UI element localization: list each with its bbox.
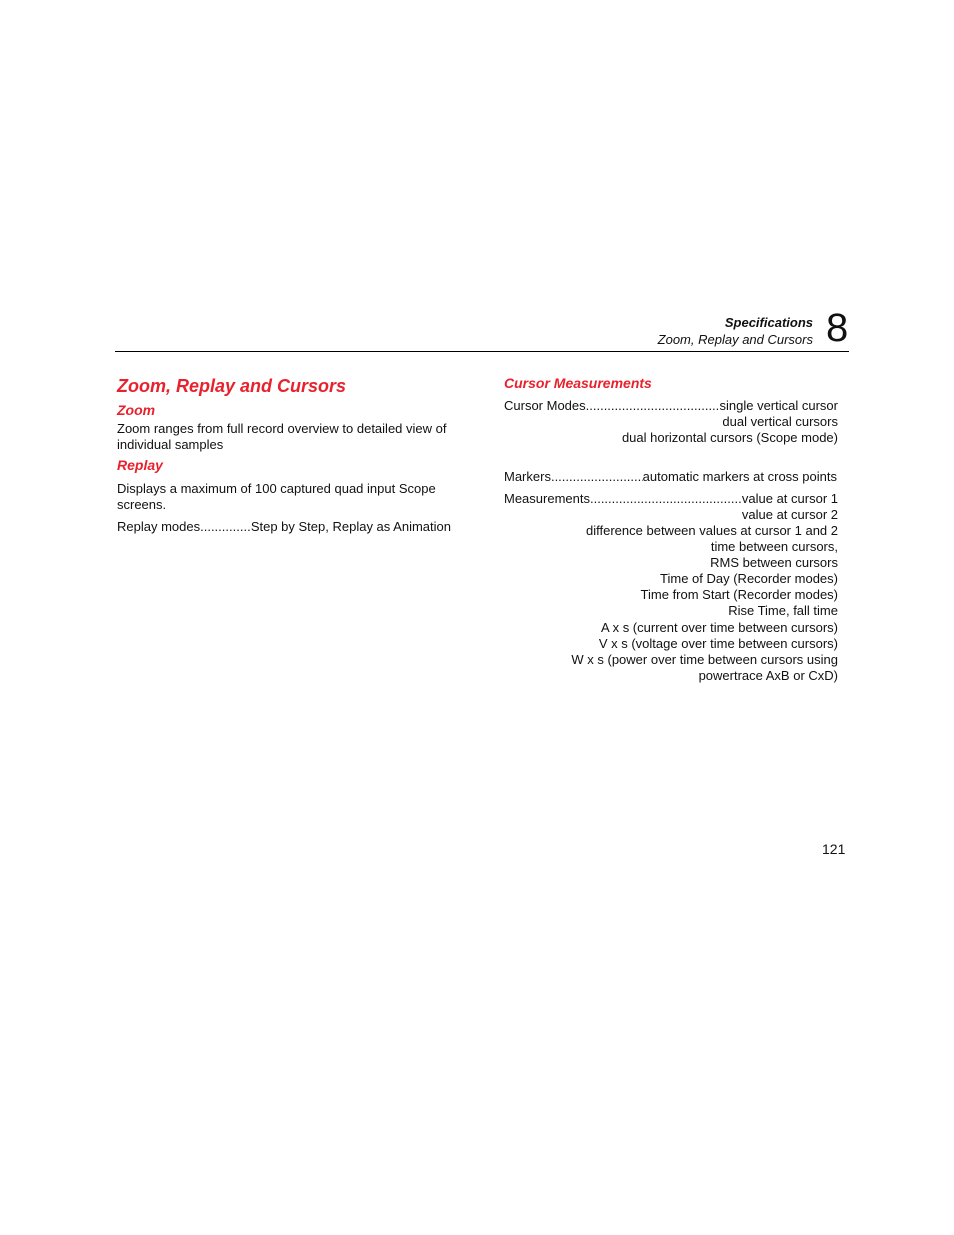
- cursor-modes-value: dual horizontal cursors (Scope mode): [621, 430, 838, 445]
- zoom-text: Zoom ranges from full record overview to detailed view of individual samples: [117, 421, 447, 452]
- measurements-label: Measurements: [504, 491, 590, 506]
- leader-dots: [590, 491, 742, 507]
- measurements-value: Rise Time, fall time: [728, 603, 838, 618]
- cursor-modes-value: dual vertical cursors: [722, 414, 838, 429]
- leader-dots: [551, 469, 643, 485]
- section-title: Zoom, Replay and Cursors: [117, 376, 347, 396]
- replay-modes-row: [117, 519, 451, 535]
- replay-modes-label: Replay modes: [117, 519, 201, 534]
- measurements-value: powertrace AxB or CxD): [698, 668, 838, 683]
- replay-heading: Replay: [117, 457, 163, 473]
- replay-text: Displays a maximum of 100 captured quad input Scope screens.: [117, 481, 436, 512]
- cursor-modes-label: Cursor Modes: [504, 398, 586, 413]
- running-header-chapter: Specifications: [724, 315, 813, 330]
- measurements-value: A x s (current over time between cursors): [601, 620, 838, 635]
- cursor-modes-value: single vertical cursor: [719, 398, 838, 413]
- cursor-modes-row: [504, 398, 838, 414]
- replay-modes-value: Step by Step, Replay as Animation: [250, 519, 451, 534]
- page-number: 121: [822, 841, 846, 857]
- measurements-value: V x s (voltage over time between cursors): [598, 636, 838, 651]
- markers-row: [504, 469, 837, 485]
- measurements-row: [504, 491, 838, 507]
- measurements-value: value at cursor 1: [741, 491, 838, 506]
- measurements-value: RMS between cursors: [710, 555, 838, 570]
- measurements-value: value at cursor 2: [741, 507, 838, 522]
- chapter-number: 8: [826, 306, 849, 350]
- cursor-measurements-heading: Cursor Measurements: [504, 375, 652, 391]
- leader-dots: [586, 398, 720, 414]
- measurements-value: W x s (power over time between cursors using: [571, 652, 838, 667]
- markers-label: Markers: [504, 469, 551, 484]
- measurements-value: Time from Start (Recorder modes): [640, 587, 838, 602]
- markers-value: automatic markers at cross points: [642, 469, 837, 484]
- zoom-heading: Zoom: [117, 402, 156, 418]
- header-rule: [115, 351, 849, 352]
- leader-dots: [200, 519, 251, 535]
- measurements-value: Time of Day (Recorder modes): [660, 571, 838, 586]
- running-header-section: Zoom, Replay and Cursors: [657, 332, 813, 347]
- measurements-value: time between cursors,: [710, 539, 838, 554]
- measurements-value: difference between values at cursor 1 and 2: [586, 523, 838, 538]
